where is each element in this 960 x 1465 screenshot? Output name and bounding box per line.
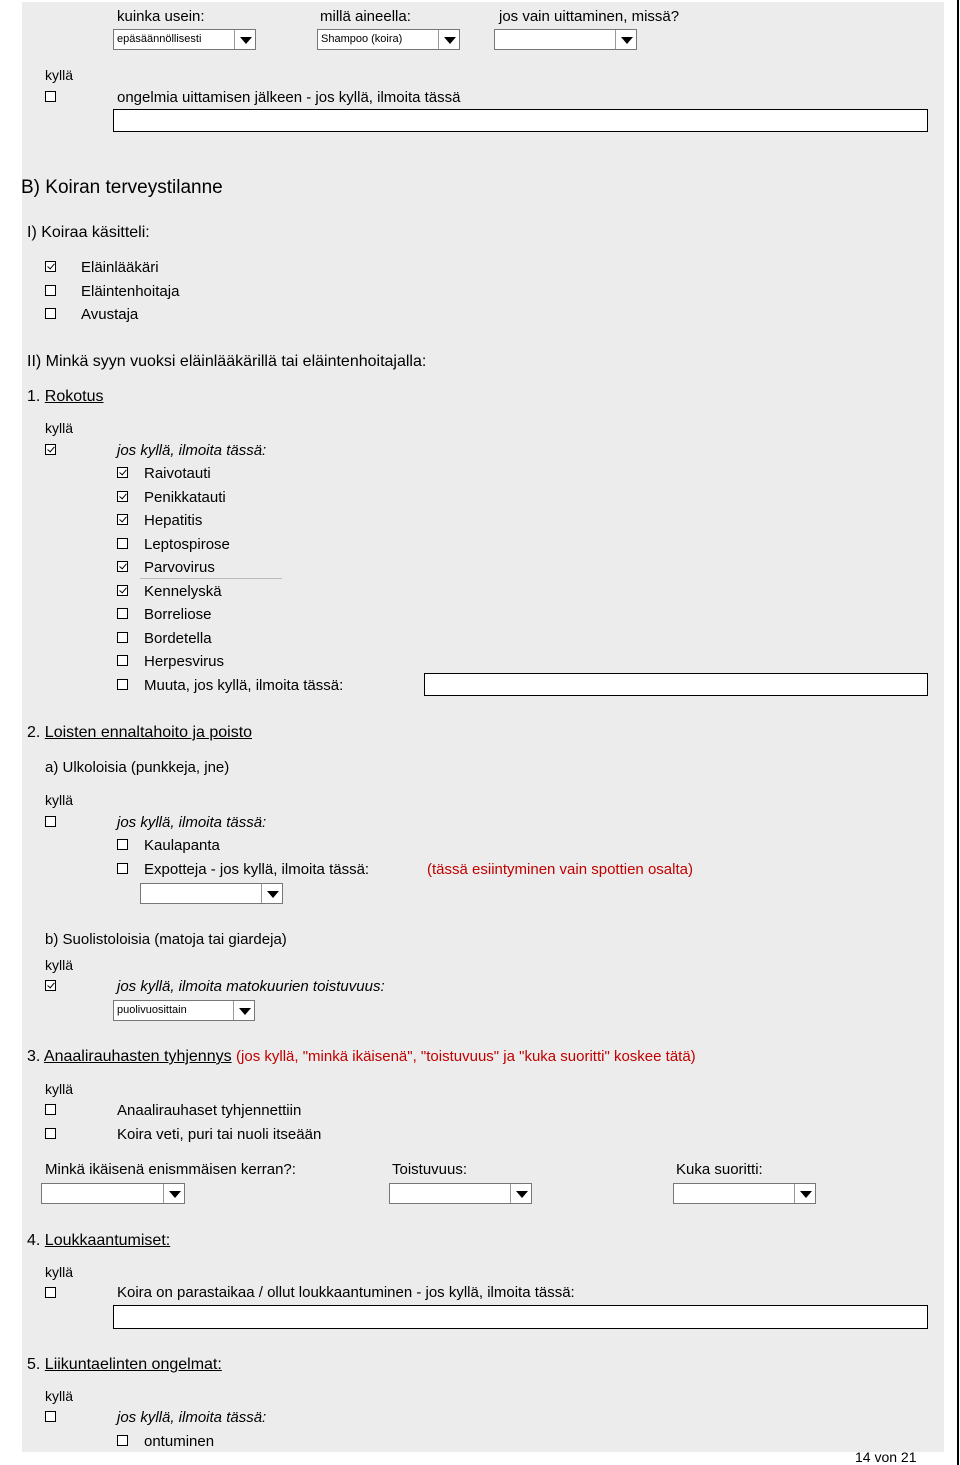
movement-prompt: jos kyllä, ilmoita tässä: (117, 1409, 267, 1426)
external-parasites-checkbox[interactable] (45, 816, 56, 827)
vaccine-checkbox-borreliosis[interactable] (117, 608, 128, 619)
page-number: 14 von 21 (855, 1449, 917, 1465)
chevron-down-icon[interactable] (233, 1001, 254, 1020)
spot-on-label: Expotteja - jos kyllä, ilmoita tässä: (144, 861, 370, 878)
frequency-select[interactable] (389, 1183, 532, 1204)
vaccine-checkbox-rabies[interactable] (117, 467, 128, 478)
dog-licked-label: Koira veti, puri tai nuoli itseään (117, 1126, 322, 1143)
frequency-select[interactable] (113, 29, 256, 50)
injuries-label: Koira on parastaikaa / ollut loukkaantuminen - jos kyllä, ilmoita tässä: (117, 1284, 575, 1301)
handler-checkbox-nurse[interactable] (45, 285, 56, 296)
anal-glands-heading (27, 1047, 696, 1067)
first-age-label: Minkä ikäisenä enismmäisen kerran?: (45, 1161, 296, 1178)
yes-label: kyllä (45, 420, 74, 436)
performed-by-select[interactable] (673, 1183, 816, 1204)
substance-label: millä aineella: (320, 8, 411, 25)
problems-label: ongelmia uittamisen jälkeen - jos kyllä, ilmoita tässä (117, 89, 461, 106)
vaccine-label-borreliosis: Borreliose (144, 606, 212, 623)
external-parasites-prompt: jos kyllä, ilmoita tässä: (117, 814, 267, 831)
vaccine-checkbox-parvovirus[interactable] (117, 561, 128, 572)
vaccine-label-parvovirus: Parvovirus (144, 559, 215, 576)
chevron-down-icon[interactable] (234, 30, 255, 49)
injuries-title: Loukkaantumiset: (44, 1232, 171, 1249)
vaccine-checkbox-hepatitis[interactable] (117, 514, 128, 525)
anal-glands-number: 3. (27, 1048, 41, 1065)
vaccine-checkbox-distemper[interactable] (117, 491, 128, 502)
chevron-down-icon[interactable] (615, 30, 636, 49)
vaccine-label-bordetella: Bordetella (144, 630, 212, 647)
chevron-down-icon[interactable] (438, 30, 459, 49)
vaccine-label-herpesvirus: Herpesvirus (144, 653, 225, 670)
problems-input[interactable] (113, 109, 928, 132)
anal-glands-title: Anaalirauhasten tyhjennys (43, 1048, 232, 1065)
collar-label: Kaulapanta (144, 837, 220, 854)
yes-label: kyllä (45, 792, 74, 808)
injuries-heading (27, 1231, 170, 1251)
location-select[interactable] (494, 29, 637, 50)
movement-title: Liikuntaelinten ongelmat: (44, 1356, 222, 1373)
frequency-select-value: epäsäännöllisesti (117, 33, 202, 45)
yes-label: kyllä (45, 67, 74, 83)
chevron-down-icon[interactable] (510, 1184, 531, 1203)
limping-checkbox[interactable] (117, 1435, 128, 1446)
limping-label: ontuminen (144, 1433, 215, 1450)
injuries-number: 4. (27, 1232, 41, 1249)
deworming-frequency-select[interactable] (113, 1000, 255, 1021)
spot-on-checkbox[interactable] (117, 863, 128, 874)
handler-checkbox-assistant[interactable] (45, 308, 56, 319)
vaccination-prompt: jos kyllä, ilmoita tässä: (117, 442, 267, 459)
parasites-title: Loisten ennaltahoito ja poisto (44, 724, 253, 741)
chevron-down-icon[interactable] (794, 1184, 815, 1203)
spot-on-note: (tässä esiintyminen vain spottien osalta) (427, 861, 693, 878)
first-age-select[interactable] (41, 1183, 185, 1204)
vaccine-label-distemper: Penikkatauti (144, 489, 226, 506)
handled-by-title: I) Koiraa käsitteli: (27, 224, 150, 241)
substance-select[interactable] (317, 29, 460, 50)
glands-emptied-label: Anaalirauhaset tyhjennettiin (117, 1102, 302, 1119)
parasites-heading (27, 723, 252, 743)
vaccine-label-kennel-cough: Kennelyskä (144, 583, 222, 600)
chevron-down-icon[interactable] (163, 1184, 184, 1203)
performed-by-label: Kuka suoritti: (676, 1161, 763, 1178)
vaccine-label-other: Muuta, jos kyllä, ilmoita tässä: (144, 677, 344, 694)
intestinal-parasites-title: b) Suolistoloisia (matoja tai giardeja) (45, 931, 287, 948)
vaccination-heading (27, 387, 104, 407)
vaccine-checkbox-other[interactable] (117, 679, 128, 690)
handler-label-assistant: Avustaja (81, 306, 139, 323)
vaccination-checkbox[interactable] (45, 444, 56, 455)
vaccine-label-rabies: Raivotauti (144, 465, 211, 482)
vaccine-other-input[interactable] (424, 673, 928, 696)
movement-heading (27, 1355, 222, 1375)
movement-checkbox[interactable] (45, 1411, 56, 1422)
vaccine-checkbox-kennel-cough[interactable] (117, 585, 128, 596)
anal-glands-note: (jos kyllä, "minkä ikäisenä", "toistuvuus" ja "kuka suoritti" koskee tätä) (236, 1048, 696, 1065)
reason-title: II) Minkä syyn vuoksi eläinlääkärillä tai eläintenhoitajalla: (27, 353, 427, 370)
handler-checkbox-vet[interactable] (45, 261, 56, 272)
vaccine-label-hepatitis: Hepatitis (144, 512, 203, 529)
vaccine-checkbox-bordetella[interactable] (117, 632, 128, 643)
deworming-prompt: jos kyllä, ilmoita matokuurien toistuvuus: (117, 978, 385, 995)
yes-label: kyllä (45, 1264, 74, 1280)
spot-on-select[interactable] (140, 883, 283, 904)
handler-label-nurse: Eläintenhoitaja (81, 283, 180, 300)
handler-label-vet: Eläinlääkäri (81, 259, 159, 276)
where-label: jos vain uittaminen, missä? (499, 8, 680, 25)
section-title: B) Koiran terveystilanne (21, 177, 223, 198)
vaccine-label-leptospirosis: Leptospirose (144, 536, 230, 553)
injuries-input[interactable] (113, 1305, 928, 1329)
glands-emptied-checkbox[interactable] (45, 1104, 56, 1115)
vaccine-checkbox-herpesvirus[interactable] (117, 655, 128, 666)
chevron-down-icon[interactable] (261, 884, 282, 903)
yes-label: kyllä (45, 1081, 74, 1097)
intestinal-parasites-checkbox[interactable] (45, 980, 56, 991)
problems-checkbox[interactable] (45, 91, 56, 102)
injuries-checkbox[interactable] (45, 1287, 56, 1298)
frequency-label: Toistuvuus: (392, 1161, 468, 1178)
frequency-label: kuinka usein: (117, 8, 205, 25)
yes-label: kyllä (45, 1388, 74, 1404)
collar-checkbox[interactable] (117, 839, 128, 850)
vaccination-title: Rokotus (44, 388, 104, 405)
substance-select-value: Shampoo (koira) (321, 33, 403, 45)
deworming-frequency-value: puolivuosittain (117, 1004, 187, 1016)
parasites-number: 2. (27, 724, 41, 741)
external-parasites-title: a) Ulkoloisia (punkkeja, jne) (45, 759, 230, 776)
divider (140, 578, 282, 579)
vaccination-number: 1. (27, 388, 41, 405)
page-edge (957, 0, 959, 1465)
vaccine-checkbox-leptospirosis[interactable] (117, 538, 128, 549)
dog-licked-checkbox[interactable] (45, 1128, 56, 1139)
movement-number: 5. (27, 1356, 41, 1373)
yes-label: kyllä (45, 957, 74, 973)
